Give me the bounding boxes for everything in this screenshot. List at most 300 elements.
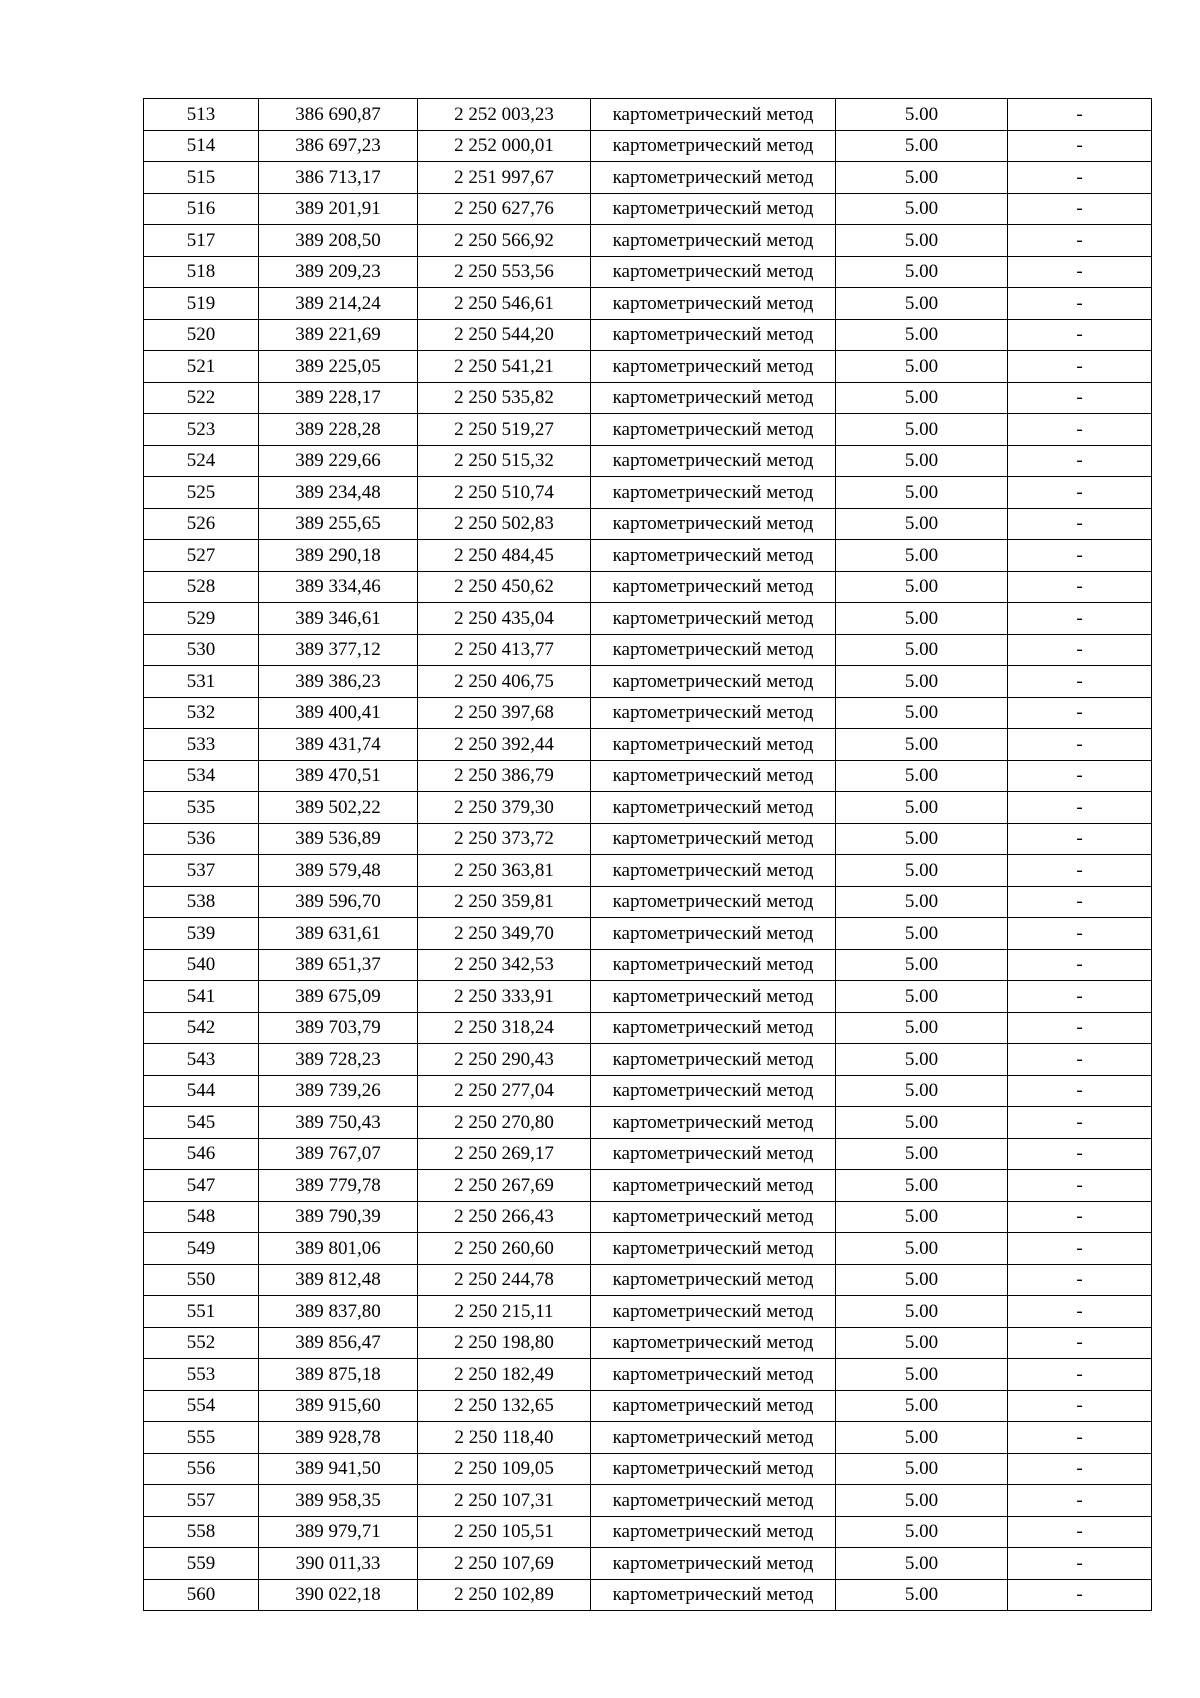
- description-cell: -: [1008, 1485, 1152, 1517]
- table-row: [144, 981, 1152, 1013]
- description-cell: -: [1008, 540, 1152, 572]
- accuracy-cell: 5.00: [836, 697, 1008, 729]
- method-cell: картометрический метод: [591, 1201, 836, 1233]
- point-number-cell: 549: [144, 1233, 259, 1265]
- y-coordinate-cell: 2 250 406,75: [418, 666, 591, 698]
- description-cell: -: [1008, 445, 1152, 477]
- accuracy-cell: 5.00: [836, 571, 1008, 603]
- y-coordinate-cell: 2 250 553,56: [418, 256, 591, 288]
- accuracy-cell: 5.00: [836, 1264, 1008, 1296]
- point-number-cell: 531: [144, 666, 259, 698]
- description-cell: -: [1008, 477, 1152, 509]
- description-cell: -: [1008, 1453, 1152, 1485]
- point-number-cell: 520: [144, 319, 259, 351]
- accuracy-cell: 5.00: [836, 1327, 1008, 1359]
- accuracy-cell: 5.00: [836, 666, 1008, 698]
- point-number-cell: 516: [144, 193, 259, 225]
- table-row: [144, 1390, 1152, 1422]
- x-coordinate-cell: 389 334,46: [259, 571, 418, 603]
- accuracy-cell: 5.00: [836, 1201, 1008, 1233]
- x-coordinate-cell: 389 400,41: [259, 697, 418, 729]
- method-cell: картометрический метод: [591, 886, 836, 918]
- y-coordinate-cell: 2 250 363,81: [418, 855, 591, 887]
- accuracy-cell: 5.00: [836, 1579, 1008, 1611]
- y-coordinate-cell: 2 250 132,65: [418, 1390, 591, 1422]
- x-coordinate-cell: 390 011,33: [259, 1548, 418, 1580]
- x-coordinate-cell: 389 470,51: [259, 760, 418, 792]
- description-cell: -: [1008, 288, 1152, 320]
- y-coordinate-cell: 2 250 379,30: [418, 792, 591, 824]
- point-number-cell: 526: [144, 508, 259, 540]
- table-row: [144, 697, 1152, 729]
- x-coordinate-cell: 389 377,12: [259, 634, 418, 666]
- point-number-cell: 553: [144, 1359, 259, 1391]
- accuracy-cell: 5.00: [836, 130, 1008, 162]
- table-row: [144, 99, 1152, 131]
- method-cell: картометрический метод: [591, 162, 836, 194]
- accuracy-cell: 5.00: [836, 855, 1008, 887]
- description-cell: -: [1008, 319, 1152, 351]
- method-cell: картометрический метод: [591, 445, 836, 477]
- description-cell: -: [1008, 1138, 1152, 1170]
- table-row: [144, 603, 1152, 635]
- accuracy-cell: 5.00: [836, 1422, 1008, 1454]
- accuracy-cell: 5.00: [836, 634, 1008, 666]
- x-coordinate-cell: 389 675,09: [259, 981, 418, 1013]
- method-cell: картометрический метод: [591, 1390, 836, 1422]
- table-row: [144, 130, 1152, 162]
- point-number-cell: 541: [144, 981, 259, 1013]
- table-row: [144, 949, 1152, 981]
- table-row: [144, 760, 1152, 792]
- y-coordinate-cell: 2 250 290,43: [418, 1044, 591, 1076]
- y-coordinate-cell: 2 250 333,91: [418, 981, 591, 1013]
- method-cell: картометрический метод: [591, 382, 836, 414]
- y-coordinate-cell: 2 250 359,81: [418, 886, 591, 918]
- table-row: [144, 540, 1152, 572]
- y-coordinate-cell: 2 250 107,31: [418, 1485, 591, 1517]
- method-cell: картометрический метод: [591, 1548, 836, 1580]
- method-cell: картометрический метод: [591, 1107, 836, 1139]
- x-coordinate-cell: 389 941,50: [259, 1453, 418, 1485]
- point-number-cell: 536: [144, 823, 259, 855]
- y-coordinate-cell: 2 250 392,44: [418, 729, 591, 761]
- point-number-cell: 537: [144, 855, 259, 887]
- x-coordinate-cell: 389 228,17: [259, 382, 418, 414]
- x-coordinate-cell: 389 201,91: [259, 193, 418, 225]
- description-cell: -: [1008, 823, 1152, 855]
- y-coordinate-cell: 2 250 566,92: [418, 225, 591, 257]
- point-number-cell: 533: [144, 729, 259, 761]
- accuracy-cell: 5.00: [836, 1516, 1008, 1548]
- table-row: [144, 792, 1152, 824]
- method-cell: картометрический метод: [591, 414, 836, 446]
- x-coordinate-cell: 389 214,24: [259, 288, 418, 320]
- description-cell: -: [1008, 225, 1152, 257]
- y-coordinate-cell: 2 250 198,80: [418, 1327, 591, 1359]
- y-coordinate-cell: 2 250 269,17: [418, 1138, 591, 1170]
- accuracy-cell: 5.00: [836, 886, 1008, 918]
- table-row: [144, 1422, 1152, 1454]
- x-coordinate-cell: 389 958,35: [259, 1485, 418, 1517]
- table-row: [144, 1579, 1152, 1611]
- method-cell: картометрический метод: [591, 477, 836, 509]
- table-row: [144, 1138, 1152, 1170]
- x-coordinate-cell: 389 979,71: [259, 1516, 418, 1548]
- method-cell: картометрический метод: [591, 319, 836, 351]
- y-coordinate-cell: 2 250 397,68: [418, 697, 591, 729]
- table-row: [144, 918, 1152, 950]
- x-coordinate-cell: 389 631,61: [259, 918, 418, 950]
- point-number-cell: 515: [144, 162, 259, 194]
- description-cell: -: [1008, 1327, 1152, 1359]
- point-number-cell: 556: [144, 1453, 259, 1485]
- y-coordinate-cell: 2 250 510,74: [418, 477, 591, 509]
- table-row: [144, 729, 1152, 761]
- y-coordinate-cell: 2 250 484,45: [418, 540, 591, 572]
- table-row: [144, 445, 1152, 477]
- accuracy-cell: 5.00: [836, 256, 1008, 288]
- description-cell: -: [1008, 1012, 1152, 1044]
- table-row: [144, 477, 1152, 509]
- description-cell: -: [1008, 981, 1152, 1013]
- method-cell: картометрический метод: [591, 792, 836, 824]
- point-number-cell: 557: [144, 1485, 259, 1517]
- table-row: [144, 382, 1152, 414]
- accuracy-cell: 5.00: [836, 1359, 1008, 1391]
- y-coordinate-cell: 2 250 270,80: [418, 1107, 591, 1139]
- description-cell: -: [1008, 729, 1152, 761]
- coordinates-table-body: [144, 99, 1152, 1611]
- y-coordinate-cell: 2 250 118,40: [418, 1422, 591, 1454]
- x-coordinate-cell: 389 234,48: [259, 477, 418, 509]
- point-number-cell: 527: [144, 540, 259, 572]
- x-coordinate-cell: 389 801,06: [259, 1233, 418, 1265]
- point-number-cell: 547: [144, 1170, 259, 1202]
- point-number-cell: 529: [144, 603, 259, 635]
- x-coordinate-cell: 389 728,23: [259, 1044, 418, 1076]
- accuracy-cell: 5.00: [836, 382, 1008, 414]
- point-number-cell: 523: [144, 414, 259, 446]
- point-number-cell: 540: [144, 949, 259, 981]
- accuracy-cell: 5.00: [836, 1390, 1008, 1422]
- table-row: [144, 256, 1152, 288]
- method-cell: картометрический метод: [591, 1233, 836, 1265]
- method-cell: картометрический метод: [591, 1075, 836, 1107]
- method-cell: картометрический метод: [591, 1453, 836, 1485]
- method-cell: картометрический метод: [591, 1359, 836, 1391]
- point-number-cell: 534: [144, 760, 259, 792]
- point-number-cell: 539: [144, 918, 259, 950]
- accuracy-cell: 5.00: [836, 603, 1008, 635]
- method-cell: картометрический метод: [591, 1422, 836, 1454]
- x-coordinate-cell: 389 779,78: [259, 1170, 418, 1202]
- method-cell: картометрический метод: [591, 634, 836, 666]
- x-coordinate-cell: 389 229,66: [259, 445, 418, 477]
- accuracy-cell: 5.00: [836, 1485, 1008, 1517]
- table-row: [144, 1012, 1152, 1044]
- table-row: [144, 414, 1152, 446]
- accuracy-cell: 5.00: [836, 1170, 1008, 1202]
- table-row: [144, 1548, 1152, 1580]
- x-coordinate-cell: 389 225,05: [259, 351, 418, 383]
- accuracy-cell: 5.00: [836, 1075, 1008, 1107]
- table-row: [144, 666, 1152, 698]
- table-row: [144, 288, 1152, 320]
- description-cell: -: [1008, 162, 1152, 194]
- y-coordinate-cell: 2 251 997,67: [418, 162, 591, 194]
- table-row: [144, 823, 1152, 855]
- method-cell: картометрический метод: [591, 760, 836, 792]
- method-cell: картометрический метод: [591, 256, 836, 288]
- table-row: [144, 571, 1152, 603]
- x-coordinate-cell: 389 209,23: [259, 256, 418, 288]
- point-number-cell: 551: [144, 1296, 259, 1328]
- point-number-cell: 525: [144, 477, 259, 509]
- table-row: [144, 1075, 1152, 1107]
- description-cell: -: [1008, 603, 1152, 635]
- point-number-cell: 528: [144, 571, 259, 603]
- y-coordinate-cell: 2 250 450,62: [418, 571, 591, 603]
- accuracy-cell: 5.00: [836, 823, 1008, 855]
- table-row: [144, 1170, 1152, 1202]
- method-cell: картометрический метод: [591, 1579, 836, 1611]
- x-coordinate-cell: 389 386,23: [259, 666, 418, 698]
- description-cell: -: [1008, 99, 1152, 131]
- accuracy-cell: 5.00: [836, 225, 1008, 257]
- description-cell: -: [1008, 634, 1152, 666]
- description-cell: -: [1008, 1044, 1152, 1076]
- method-cell: картометрический метод: [591, 729, 836, 761]
- description-cell: -: [1008, 949, 1152, 981]
- x-coordinate-cell: 389 536,89: [259, 823, 418, 855]
- method-cell: картометрический метод: [591, 1327, 836, 1359]
- table-row: [144, 1264, 1152, 1296]
- y-coordinate-cell: 2 250 102,89: [418, 1579, 591, 1611]
- table-row: [144, 1516, 1152, 1548]
- method-cell: картометрический метод: [591, 697, 836, 729]
- table-row: [144, 1359, 1152, 1391]
- description-cell: -: [1008, 351, 1152, 383]
- accuracy-cell: 5.00: [836, 99, 1008, 131]
- x-coordinate-cell: 389 767,07: [259, 1138, 418, 1170]
- x-coordinate-cell: 386 697,23: [259, 130, 418, 162]
- table-row: [144, 1201, 1152, 1233]
- y-coordinate-cell: 2 250 267,69: [418, 1170, 591, 1202]
- method-cell: картометрический метод: [591, 666, 836, 698]
- method-cell: картометрический метод: [591, 130, 836, 162]
- accuracy-cell: 5.00: [836, 1012, 1008, 1044]
- y-coordinate-cell: 2 250 182,49: [418, 1359, 591, 1391]
- table-row: [144, 1233, 1152, 1265]
- table-row: [144, 225, 1152, 257]
- method-cell: картометрический метод: [591, 225, 836, 257]
- point-number-cell: 513: [144, 99, 259, 131]
- method-cell: картометрический метод: [591, 1044, 836, 1076]
- method-cell: картометрический метод: [591, 603, 836, 635]
- point-number-cell: 545: [144, 1107, 259, 1139]
- accuracy-cell: 5.00: [836, 1107, 1008, 1139]
- method-cell: картометрический метод: [591, 918, 836, 950]
- description-cell: -: [1008, 1548, 1152, 1580]
- description-cell: -: [1008, 760, 1152, 792]
- description-cell: -: [1008, 1296, 1152, 1328]
- description-cell: -: [1008, 508, 1152, 540]
- x-coordinate-cell: 389 221,69: [259, 319, 418, 351]
- accuracy-cell: 5.00: [836, 288, 1008, 320]
- x-coordinate-cell: 386 713,17: [259, 162, 418, 194]
- accuracy-cell: 5.00: [836, 445, 1008, 477]
- accuracy-cell: 5.00: [836, 414, 1008, 446]
- description-cell: -: [1008, 697, 1152, 729]
- y-coordinate-cell: 2 252 003,23: [418, 99, 591, 131]
- accuracy-cell: 5.00: [836, 729, 1008, 761]
- point-number-cell: 555: [144, 1422, 259, 1454]
- method-cell: картометрический метод: [591, 288, 836, 320]
- x-coordinate-cell: 389 837,80: [259, 1296, 418, 1328]
- coordinates-table: [143, 98, 1152, 1611]
- method-cell: картометрический метод: [591, 1516, 836, 1548]
- method-cell: картометрический метод: [591, 99, 836, 131]
- description-cell: -: [1008, 1516, 1152, 1548]
- x-coordinate-cell: 389 579,48: [259, 855, 418, 887]
- x-coordinate-cell: 389 596,70: [259, 886, 418, 918]
- description-cell: -: [1008, 1422, 1152, 1454]
- y-coordinate-cell: 2 250 502,83: [418, 508, 591, 540]
- table-row: [144, 1485, 1152, 1517]
- description-cell: -: [1008, 130, 1152, 162]
- y-coordinate-cell: 2 250 107,69: [418, 1548, 591, 1580]
- y-coordinate-cell: 2 250 266,43: [418, 1201, 591, 1233]
- method-cell: картометрический метод: [591, 1170, 836, 1202]
- x-coordinate-cell: 389 208,50: [259, 225, 418, 257]
- y-coordinate-cell: 2 250 260,60: [418, 1233, 591, 1265]
- table-row: [144, 1453, 1152, 1485]
- accuracy-cell: 5.00: [836, 351, 1008, 383]
- description-cell: -: [1008, 792, 1152, 824]
- description-cell: -: [1008, 1579, 1152, 1611]
- table-row: [144, 855, 1152, 887]
- point-number-cell: 514: [144, 130, 259, 162]
- x-coordinate-cell: 389 739,26: [259, 1075, 418, 1107]
- point-number-cell: 517: [144, 225, 259, 257]
- x-coordinate-cell: 389 812,48: [259, 1264, 418, 1296]
- y-coordinate-cell: 2 250 277,04: [418, 1075, 591, 1107]
- x-coordinate-cell: 389 875,18: [259, 1359, 418, 1391]
- y-coordinate-cell: 2 250 342,53: [418, 949, 591, 981]
- point-number-cell: 552: [144, 1327, 259, 1359]
- point-number-cell: 560: [144, 1579, 259, 1611]
- description-cell: -: [1008, 1075, 1152, 1107]
- x-coordinate-cell: 389 703,79: [259, 1012, 418, 1044]
- x-coordinate-cell: 389 431,74: [259, 729, 418, 761]
- point-number-cell: 554: [144, 1390, 259, 1422]
- table-row: [144, 1327, 1152, 1359]
- y-coordinate-cell: 2 250 349,70: [418, 918, 591, 950]
- y-coordinate-cell: 2 250 109,05: [418, 1453, 591, 1485]
- description-cell: -: [1008, 918, 1152, 950]
- point-number-cell: 521: [144, 351, 259, 383]
- table-row: [144, 1107, 1152, 1139]
- x-coordinate-cell: 389 790,39: [259, 1201, 418, 1233]
- y-coordinate-cell: 2 250 544,20: [418, 319, 591, 351]
- accuracy-cell: 5.00: [836, 760, 1008, 792]
- y-coordinate-cell: 2 250 215,11: [418, 1296, 591, 1328]
- x-coordinate-cell: 389 856,47: [259, 1327, 418, 1359]
- table-row: [144, 319, 1152, 351]
- x-coordinate-cell: 389 651,37: [259, 949, 418, 981]
- point-number-cell: 558: [144, 1516, 259, 1548]
- description-cell: -: [1008, 1107, 1152, 1139]
- y-coordinate-cell: 2 250 515,32: [418, 445, 591, 477]
- description-cell: -: [1008, 1233, 1152, 1265]
- method-cell: картометрический метод: [591, 1012, 836, 1044]
- table-row: [144, 1044, 1152, 1076]
- point-number-cell: 524: [144, 445, 259, 477]
- accuracy-cell: 5.00: [836, 918, 1008, 950]
- point-number-cell: 543: [144, 1044, 259, 1076]
- table-row: [144, 1296, 1152, 1328]
- x-coordinate-cell: 389 346,61: [259, 603, 418, 635]
- description-cell: -: [1008, 571, 1152, 603]
- y-coordinate-cell: 2 250 435,04: [418, 603, 591, 635]
- x-coordinate-cell: 390 022,18: [259, 1579, 418, 1611]
- y-coordinate-cell: 2 250 373,72: [418, 823, 591, 855]
- y-coordinate-cell: 2 250 519,27: [418, 414, 591, 446]
- description-cell: -: [1008, 414, 1152, 446]
- method-cell: картометрический метод: [591, 949, 836, 981]
- description-cell: -: [1008, 855, 1152, 887]
- point-number-cell: 538: [144, 886, 259, 918]
- description-cell: -: [1008, 193, 1152, 225]
- description-cell: -: [1008, 1390, 1152, 1422]
- table-row: [144, 886, 1152, 918]
- accuracy-cell: 5.00: [836, 981, 1008, 1013]
- table-row: [144, 162, 1152, 194]
- accuracy-cell: 5.00: [836, 508, 1008, 540]
- x-coordinate-cell: 389 290,18: [259, 540, 418, 572]
- accuracy-cell: 5.00: [836, 162, 1008, 194]
- description-cell: -: [1008, 1359, 1152, 1391]
- x-coordinate-cell: 389 228,28: [259, 414, 418, 446]
- description-cell: -: [1008, 382, 1152, 414]
- table-row: [144, 351, 1152, 383]
- table-row: [144, 508, 1152, 540]
- description-cell: -: [1008, 1201, 1152, 1233]
- accuracy-cell: 5.00: [836, 1044, 1008, 1076]
- y-coordinate-cell: 2 250 413,77: [418, 634, 591, 666]
- method-cell: картометрический метод: [591, 571, 836, 603]
- accuracy-cell: 5.00: [836, 319, 1008, 351]
- method-cell: картометрический метод: [591, 823, 836, 855]
- accuracy-cell: 5.00: [836, 1138, 1008, 1170]
- point-number-cell: 532: [144, 697, 259, 729]
- accuracy-cell: 5.00: [836, 477, 1008, 509]
- y-coordinate-cell: 2 250 386,79: [418, 760, 591, 792]
- point-number-cell: 519: [144, 288, 259, 320]
- point-number-cell: 548: [144, 1201, 259, 1233]
- method-cell: картометрический метод: [591, 1264, 836, 1296]
- y-coordinate-cell: 2 252 000,01: [418, 130, 591, 162]
- accuracy-cell: 5.00: [836, 1233, 1008, 1265]
- point-number-cell: 544: [144, 1075, 259, 1107]
- x-coordinate-cell: 389 255,65: [259, 508, 418, 540]
- y-coordinate-cell: 2 250 318,24: [418, 1012, 591, 1044]
- y-coordinate-cell: 2 250 546,61: [418, 288, 591, 320]
- y-coordinate-cell: 2 250 627,76: [418, 193, 591, 225]
- point-number-cell: 535: [144, 792, 259, 824]
- method-cell: картометрический метод: [591, 855, 836, 887]
